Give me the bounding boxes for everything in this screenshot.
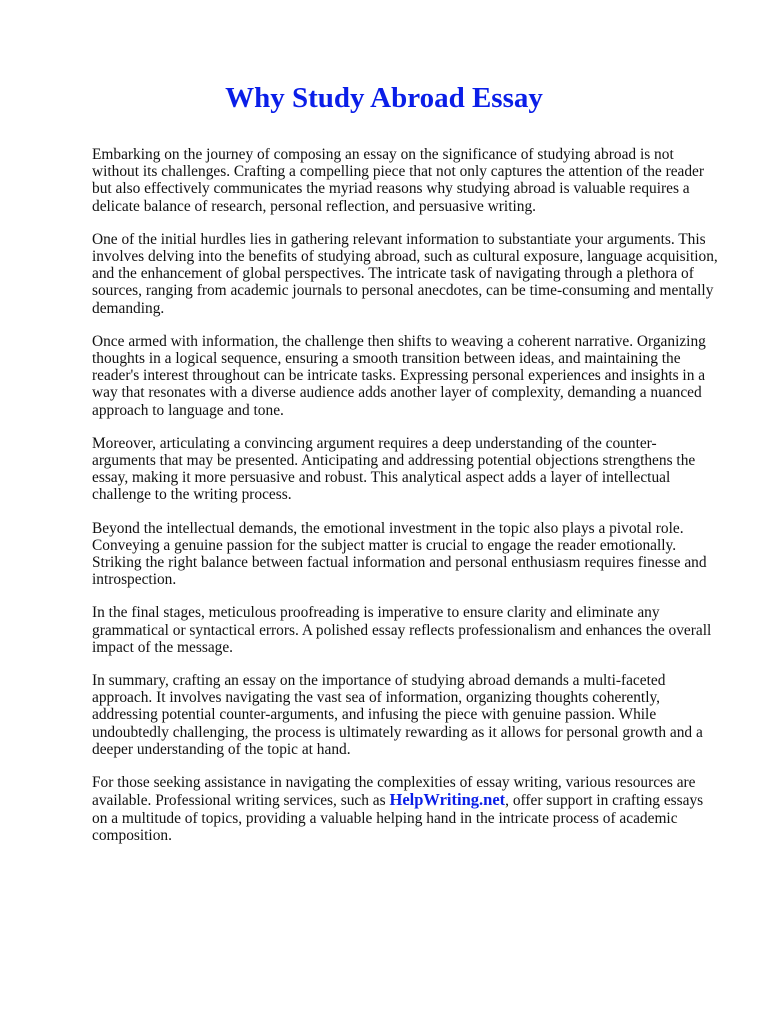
paragraph-summary: In summary, crafting an essay on the importance of studying abroad demands a multi-faceted approach. It involves navigating the vast sea of information, organizing thoughts coherently, addressing potential counter-arguments, and infusing the piece with genuine passion. While undoubtedly challenging, the process is ultimately rewarding as it allows for personal growth and a deeper understanding of the topic at hand. (92, 672, 703, 758)
helpwriting-link[interactable]: HelpWriting.net (389, 790, 506, 810)
paragraph-emotional: Beyond the intellectual demands, the emotional investment in the topic also plays a pivotal role. Conveying a genuine passion for the subject matter is crucial to engage the reader emotionally. Striking the right balance between factual information and personal enthusiasm requires finesse and introspection. (92, 519, 707, 589)
paragraph-narrative: Once armed with information, the challenge then shifts to weaving a coherent narrative. Organizing thoughts in a logical sequence, ensuring a smooth transition between ideas, and maintaining the reader's interest throughout can be intricate tasks. Expressing personal experiences and insights in a way that resonates with a diverse audience adds another layer of complexity, demanding a nuanced approach to language and tone. (92, 332, 706, 419)
paragraph-research: One of the initial hurdles lies in gathering relevant information to substantiate your arguments. This involves delving into the benefits of studying abroad, such as cultural exposure, language acquisition, and the enhancement of global perspectives. The intricate task of navigating through a plethora of sources, ranging from academic journals to personal anecdotes, can be time-consuming and mentally demanding. (92, 230, 718, 317)
page-title: Why Study Abroad Essay (225, 82, 543, 114)
paragraph-assistance (92, 774, 720, 844)
paragraph-counterarguments: Moreover, articulating a convincing argument requires a deep understanding of the counter-arguments that may be presented. Anticipating and addressing potential objections strengthens the essay, making it more persuasive and robust. This analytical aspect adds a layer of intellectual challenge to the writing process. (92, 434, 696, 504)
assistance-text-before: For those seeking assistance in navigating the complexities of essay writing, various resources are available. Professional writing services, such as (92, 774, 696, 810)
essay-body (92, 146, 720, 860)
paragraph-intro: Embarking on the journey of composing an essay on the significance of studying abroad is not without its challenges. Crafting a compelling piece that not only captures the attention of the reader but also effectively communicates the myriad reasons why studying abroad is valuable requires a delicate balance of research, personal reflection, and persuasive writing. (92, 146, 705, 215)
paragraph-proofreading: In the final stages, meticulous proofreading is imperative to ensure clarity and eliminate any grammatical or syntactical errors. A polished essay reflects professionalism and enhances the overall impact of the message. (92, 604, 712, 656)
assistance-text-after: , offer support in crafting essays on a multitude of topics, providing a valuable helping hand in the intricate process of academic composition. (92, 792, 704, 844)
